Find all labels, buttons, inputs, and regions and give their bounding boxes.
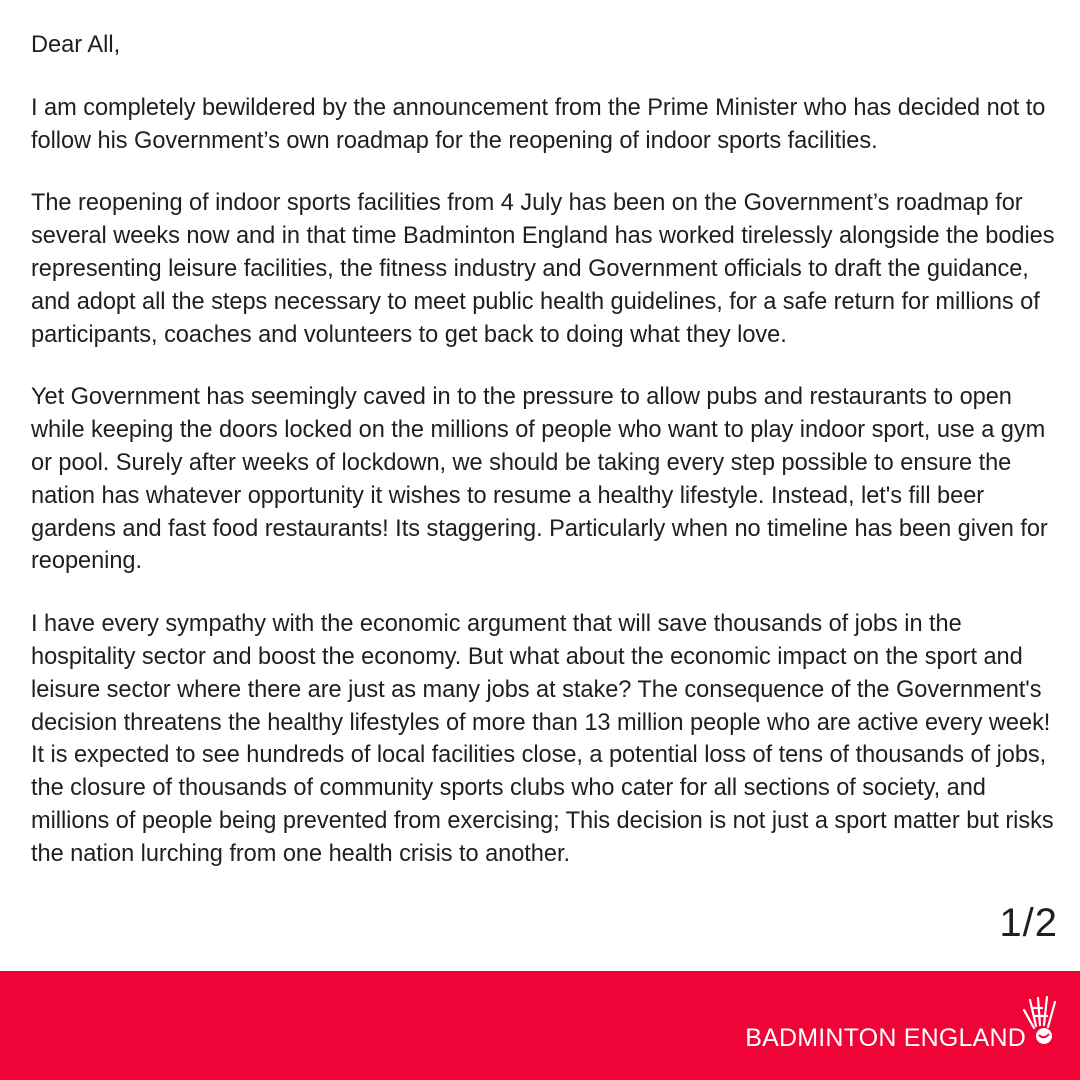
footer-banner — [0, 971, 1080, 1080]
letter-paragraph: I have every sympathy with the economic argument that will save thousands of jobs in the hospitality sector and boost the economy. But what about the economic impact on the sport and leisure sector where there are just as many jobs at stake? The consequence of the Government's decision threatens the healthy lifestyles of more than 13 million people who are active every week! It is expected to see hundreds of local facilities close, a potential loss of tens of thousands of jobs, the closure of thousands of community sports clubs who cater for all sections of society, and millions of people being prevented from exercising; This decision is not just a sport matter but risks the nation lurching from one health crisis to another. — [31, 611, 1054, 867]
letter-body — [31, 29, 1061, 901]
letter-greeting: Dear All, — [31, 32, 121, 58]
shuttlecock-icon — [1020, 996, 1060, 1048]
letter-paragraph: Yet Government has seemingly caved in to the pressure to allow pubs and restaurants to open while keeping the doors locked on the millions of people who want to play indoor sport, use a gym or pool. Surely after weeks of lockdown, we should be taking every step possible to ensure the nation has whatever opportunity it wishes to resume a healthy lifestyle. Instead, let's fill beer gardens and fast food restaurants! Its staggering. Particularly when no timeline has been given for reopening. — [31, 384, 1048, 575]
letter-paragraph: The reopening of indoor sports facilities from 4 July has been on the Government’s roadmap for several weeks now and in that time Badminton England has worked tirelessly alongside the bodies representing leisure facilities, the fitness industry and Government officials to draft the guidance, and adopt all the steps necessary to meet public health guidelines, for a safe return for millions of participants, coaches and volunteers to get back to doing what they love. — [31, 190, 1055, 348]
page-number: 1/2 — [999, 901, 1058, 945]
brand-name: BADMINTON ENGLAND — [745, 1024, 1026, 1052]
letter-paragraph: I am completely bewildered by the announcement from the Prime Minister who has decided not to follow his Government’s own roadmap for the reopening of indoor sports facilities. — [31, 94, 1046, 154]
brand-lockup — [745, 1024, 1026, 1053]
